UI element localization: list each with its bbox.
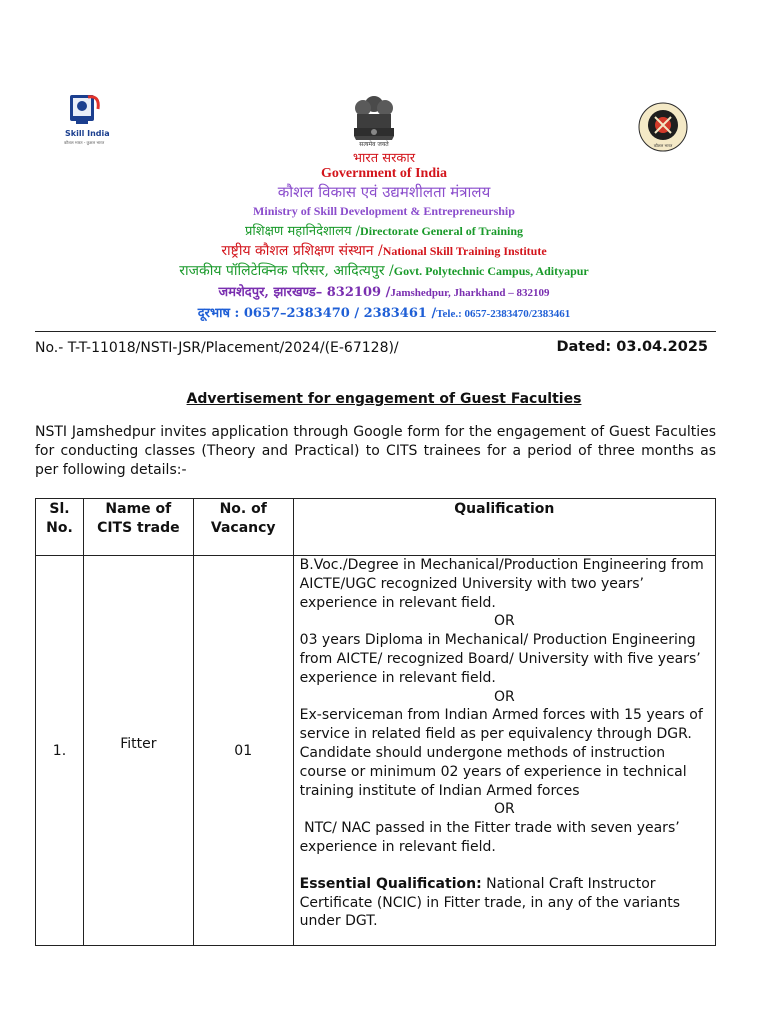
hindi-ministry: कौशल विकास एवं उद्यमशीलता मंत्रालय [277,183,491,201]
emblem-motto: सत्यमेव जयते [359,141,389,148]
or-separator: OR [493,613,515,630]
advertisement-title: Advertisement for engagement of Guest Faculties [186,391,582,407]
hindi-campus: राजकीय पॉलिटेक्निक परिसर, आदित्यपुर / [179,263,394,279]
qualification-option-1: B.Voc./Degree in Mechanical/Production Engineering from AICTE/UGC recognized University with two years’ experience in relevant field. [299,557,704,611]
hindi-phone: दूरभाष : 0657–2383470 / 2383461 / [197,306,437,321]
intro-paragraph: NSTI Jamshedpur invites application through Google form for the engagement of Guest Faculties for conducting classes (Theory and Practical) to CITS trainees for a period of three months as per following details:- [35,424,716,478]
or-separator: OR [493,801,515,818]
table-row [36,556,716,946]
header-trade-line2: CITS trade [97,520,180,536]
qualification-option-4: NTC/ NAC passed in the Fitter trade with seven years’ experience in relevant field. [299,820,685,855]
national-skill-training-institute: National Skill Training Institute [382,244,547,258]
header-trade-line1: Name of [105,501,172,517]
skill-india-name: Skill India [65,129,110,138]
header-sl-line1: Sl. [49,501,70,517]
cell-qualification [293,556,715,946]
city-address: Jamshedpur, Jharkhand – 832109 [390,287,550,299]
header-trade [83,499,193,556]
skill-india-logo [54,91,124,149]
institute-round-logo [637,101,689,153]
national-emblem [344,90,404,150]
vacancy-table [35,498,716,946]
trade-name: Fitter [120,735,157,752]
skill-india-tagline: कौशल भारत - कुशल भारत [64,140,105,145]
reference-number: No.- T-T-11018/NSTI-JSR/Placement/2024/(E-67128)/ [35,340,399,356]
hindi-government: भारत सरकार [352,151,416,166]
round-logo-caption: कौशल भारत [653,143,673,148]
campus-line [0,260,768,280]
dated: Dated: 03.04.2025 [556,339,708,355]
ministry-name: Ministry of Skill Development & Entrepreneurship [253,204,515,218]
essential-qualification [300,875,709,931]
header-sl-no [36,499,84,556]
header-vacancy-line1: No. of [219,501,267,517]
nsti-line [0,240,768,260]
header-vacancy [193,499,293,556]
header-sl-line2: No. [46,520,73,536]
header-qualification: Qualification [293,499,715,556]
qualification-option-3: Ex-serviceman from Indian Armed forces with 15 years of service in related field as per equivalency through DGR. Candidate should undergone methods of instruction course or minimum 02 years of experience in technical training institute of Indian Armed forces [299,707,703,799]
telephone: Tele.: 0657-2383470/2383461 [436,308,571,320]
or-separator: OR [493,688,515,705]
table-header-row [36,499,716,556]
hindi-city: जमशेदपुर, झारखण्ड– 832109 / [218,285,391,300]
city-line [0,281,768,300]
hindi-dgt: प्रशिक्षण महानिदेशालय / [244,224,361,239]
cell-sl: 1. [36,556,84,946]
hindi-nsti: राष्ट्रीय कौशल प्रशिक्षण संस्थान / [221,243,383,259]
header-vacancy-line2: Vacancy [210,520,276,536]
government-of-india: Government of India [321,166,447,181]
cell-trade [83,556,193,946]
header-divider [35,331,716,332]
phone-line [0,302,768,321]
essential-label: Essential Qualification: [299,875,482,892]
dgt-line [0,220,768,239]
campus-address: Govt. Polytechnic Campus, Adityapur [393,264,589,278]
qualification-option-2: 03 years Diploma in Mechanical/ Production Engineering from AICTE/ recognized Board/ University with five years’ experience in relevant field. [299,632,701,686]
directorate-general: Directorate General of Training [360,224,524,238]
cell-vacancy: 01 [193,556,293,946]
essential-text: National Craft Instructor Certificate (NCIC) in Fitter trade, in any of the variants under DGT. [299,875,681,930]
